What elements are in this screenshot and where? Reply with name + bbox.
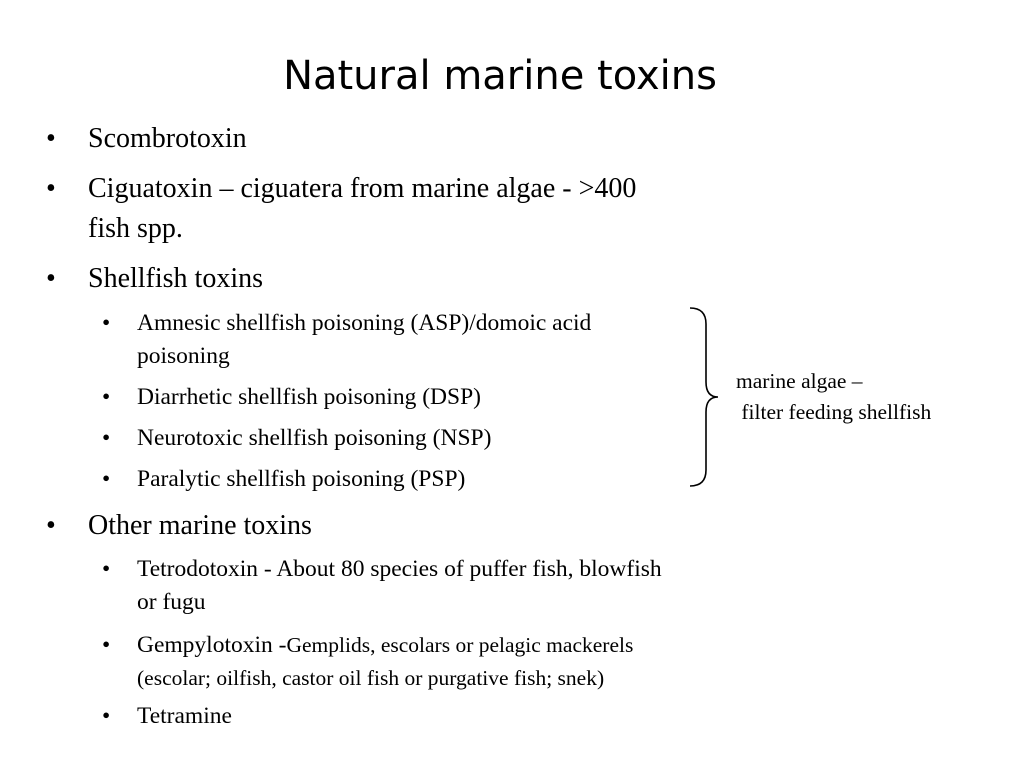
sub-bullet-tetramine: [102, 700, 232, 733]
sub-bullet-marker: •: [102, 384, 111, 410]
bullet-marker: •: [46, 123, 56, 154]
sub-bullet-asp: [102, 307, 592, 373]
annotation-line1: marine algae –: [736, 369, 863, 393]
sub-bullet-text-line2: or fugu: [137, 589, 206, 615]
bullet-text: Other marine toxins: [88, 510, 312, 541]
sub-bullet-text-tail: Gemplids, escolars or pelagic mackerels: [286, 633, 634, 657]
sub-bullet-psp: [102, 463, 466, 496]
bullet-item-ciguatoxin: [46, 169, 637, 249]
brace-annotation: [736, 366, 931, 428]
bullet-text-line1: Ciguatoxin – ciguatera from marine algae - >400: [88, 173, 637, 204]
sub-bullet-marker: •: [102, 632, 111, 658]
sub-bullet-dsp: [102, 381, 481, 414]
bullet-marker: •: [46, 510, 56, 541]
sub-bullet-text: Tetramine: [137, 703, 232, 729]
bullet-item-other-marine-toxins: [46, 506, 312, 546]
sub-bullet-text: Diarrhetic shellfish poisoning (DSP): [137, 384, 481, 410]
bullet-marker: •: [46, 173, 56, 204]
sub-bullet-marker: •: [102, 310, 111, 336]
sub-bullet-text-line2: poisoning: [137, 343, 230, 369]
sub-bullet-text: Paralytic shellfish poisoning (PSP): [137, 466, 466, 492]
sub-bullet-marker: •: [102, 466, 111, 492]
sub-bullet-marker: •: [102, 556, 111, 582]
sub-bullet-text-lead: Gempylotoxin -: [137, 632, 287, 658]
curly-brace: [688, 306, 724, 488]
sub-bullet-text-line1: Amnesic shellfish poisoning (ASP)/domoic acid: [137, 310, 592, 336]
bullet-text: Scombrotoxin: [88, 123, 247, 154]
sub-bullet-gempylotoxin: [102, 629, 634, 695]
bullet-item-scombrotoxin: [46, 119, 247, 159]
sub-bullet-text-line2: (escolar; oilfish, castor oil fish or purgative fish; snek): [137, 666, 605, 690]
annotation-line2: filter feeding shellfish: [736, 400, 932, 424]
sub-bullet-text: Neurotoxic shellfish poisoning (NSP): [137, 425, 492, 451]
bullet-item-shellfish-toxins: [46, 259, 264, 299]
bullet-text-line2: fish spp.: [88, 213, 183, 244]
bullet-marker: •: [46, 263, 56, 294]
sub-bullet-tetrodotoxin: [102, 553, 662, 619]
sub-bullet-text-line1: Tetrodotoxin - About 80 species of puffer fish, blowfish: [137, 556, 662, 582]
sub-bullet-marker: •: [102, 425, 111, 451]
sub-bullet-marker: •: [102, 703, 111, 729]
slide-title: Natural marine toxins: [283, 53, 717, 99]
sub-bullet-nsp: [102, 422, 492, 455]
bullet-text: Shellfish toxins: [88, 263, 264, 294]
